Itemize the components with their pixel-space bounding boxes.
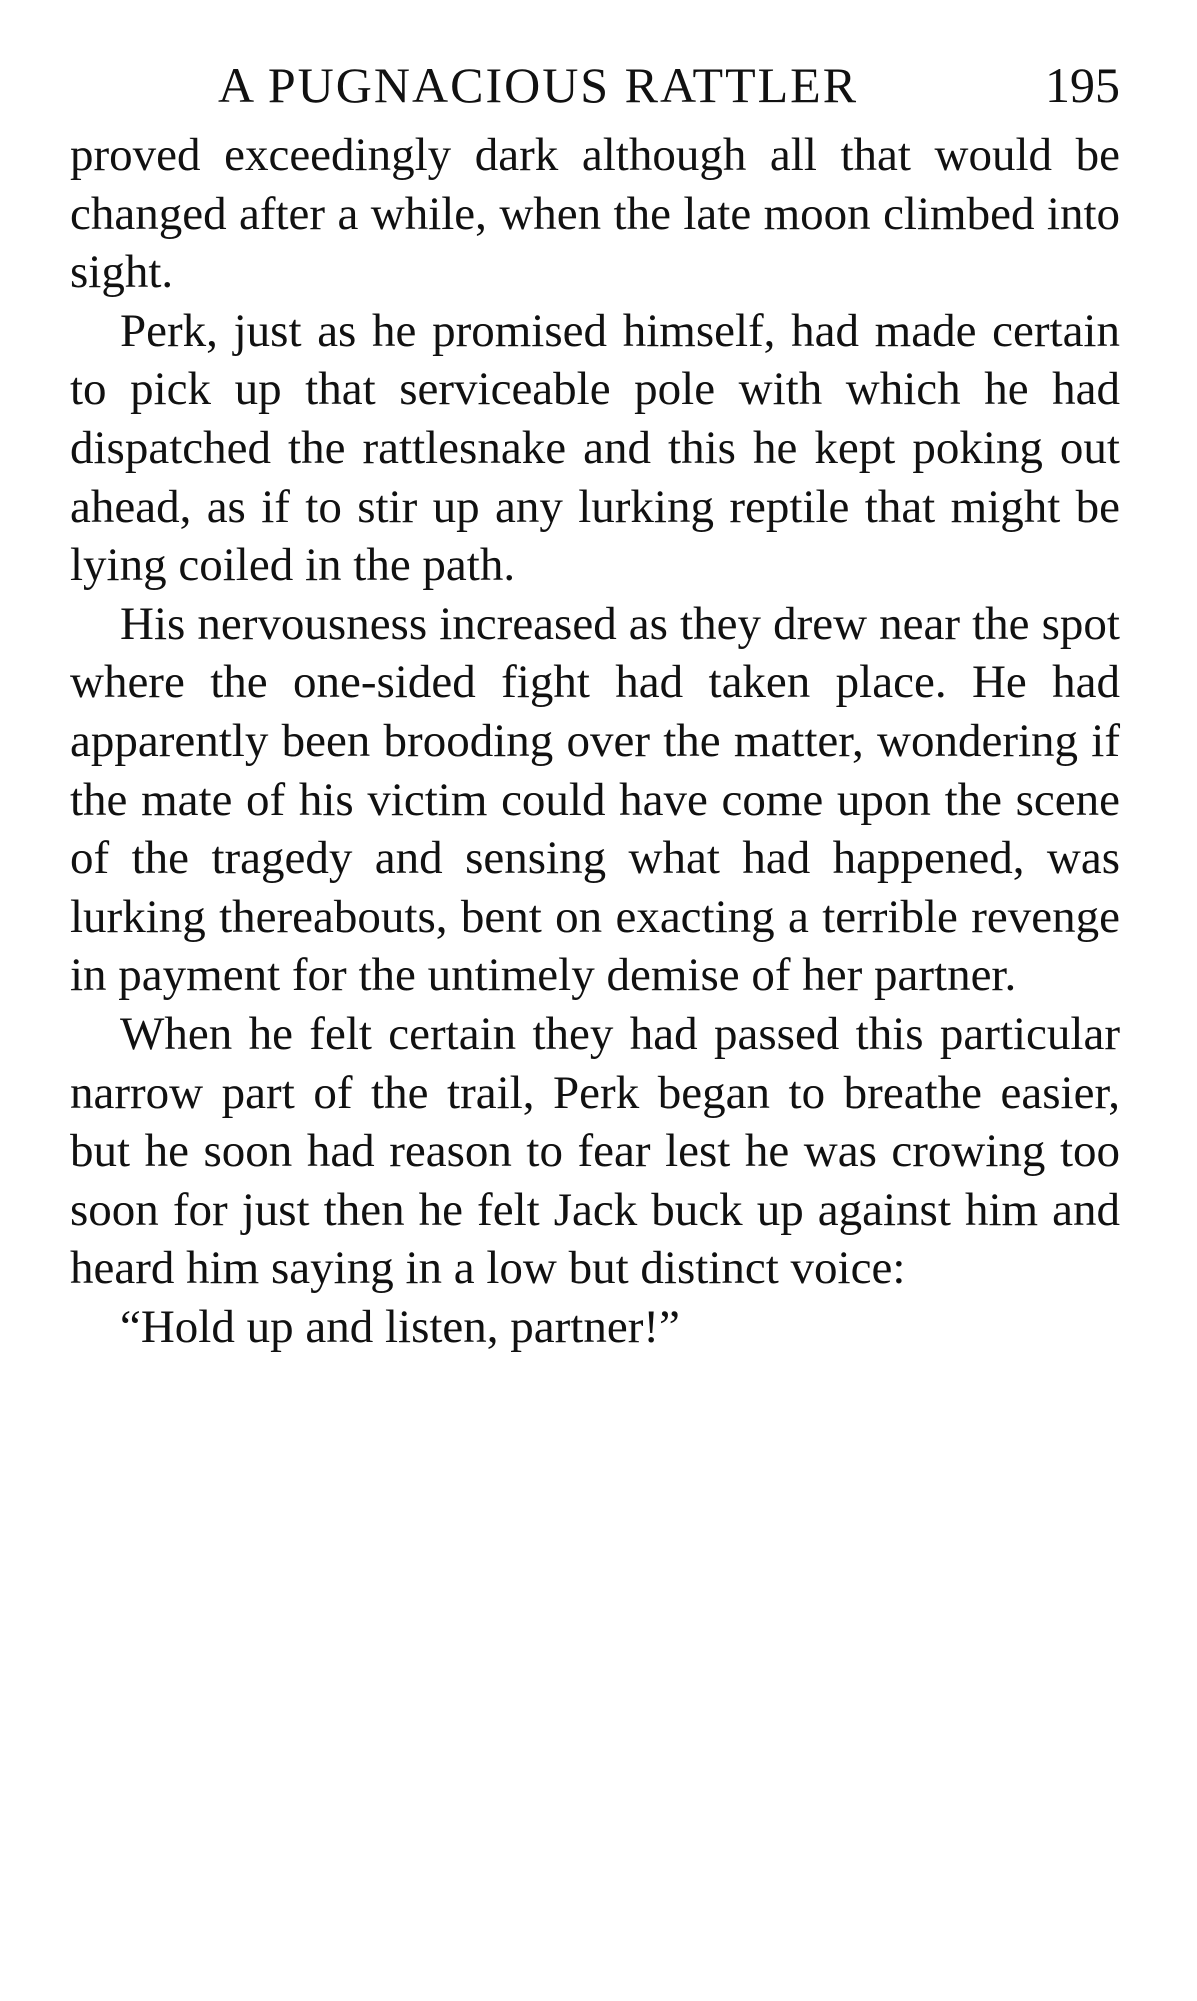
- paragraph-dialogue: “Hold up and listen, partner!”: [120, 1300, 680, 1353]
- paragraph-nervousness: His nervousness increased as they drew near the spot where the one-sided fight had taken place. He had apparently been brooding over the matter, wondering if the mate of his victim could have come upon the scene of the tragedy and sensing what had happened, was lurking thereabouts, bent on exacting a terrible revenge in payment for the untimely demise of her partner.: [70, 597, 1120, 1002]
- page-number: 195: [1045, 57, 1120, 113]
- paragraph-perk-pole: Perk, just as he promised himself, had made certain to pick up that serviceable pole with which he had dispatched the rattlesnake and this he kept poking out ahead, as if to stir up any lurking reptile that might be lying coiled in the path.: [70, 304, 1120, 592]
- running-title: A PUGNACIOUS RATTLER: [218, 57, 859, 113]
- paragraph-trail: When he felt certain they had passed this particular narrow part of the trail, Perk began to breathe easier, but he soon had reason to fear lest he was crowing too soon for just then he felt Jack buck up against him and heard him saying in a low but distinct voice:: [70, 1007, 1120, 1295]
- book-page: [70, 50, 1120, 1356]
- running-head: [70, 50, 1120, 120]
- body-text: [70, 126, 1120, 1356]
- paragraph-continuation: proved exceedingly dark although all that would be changed after a while, when the late moon climbed into sight.: [70, 129, 1120, 299]
